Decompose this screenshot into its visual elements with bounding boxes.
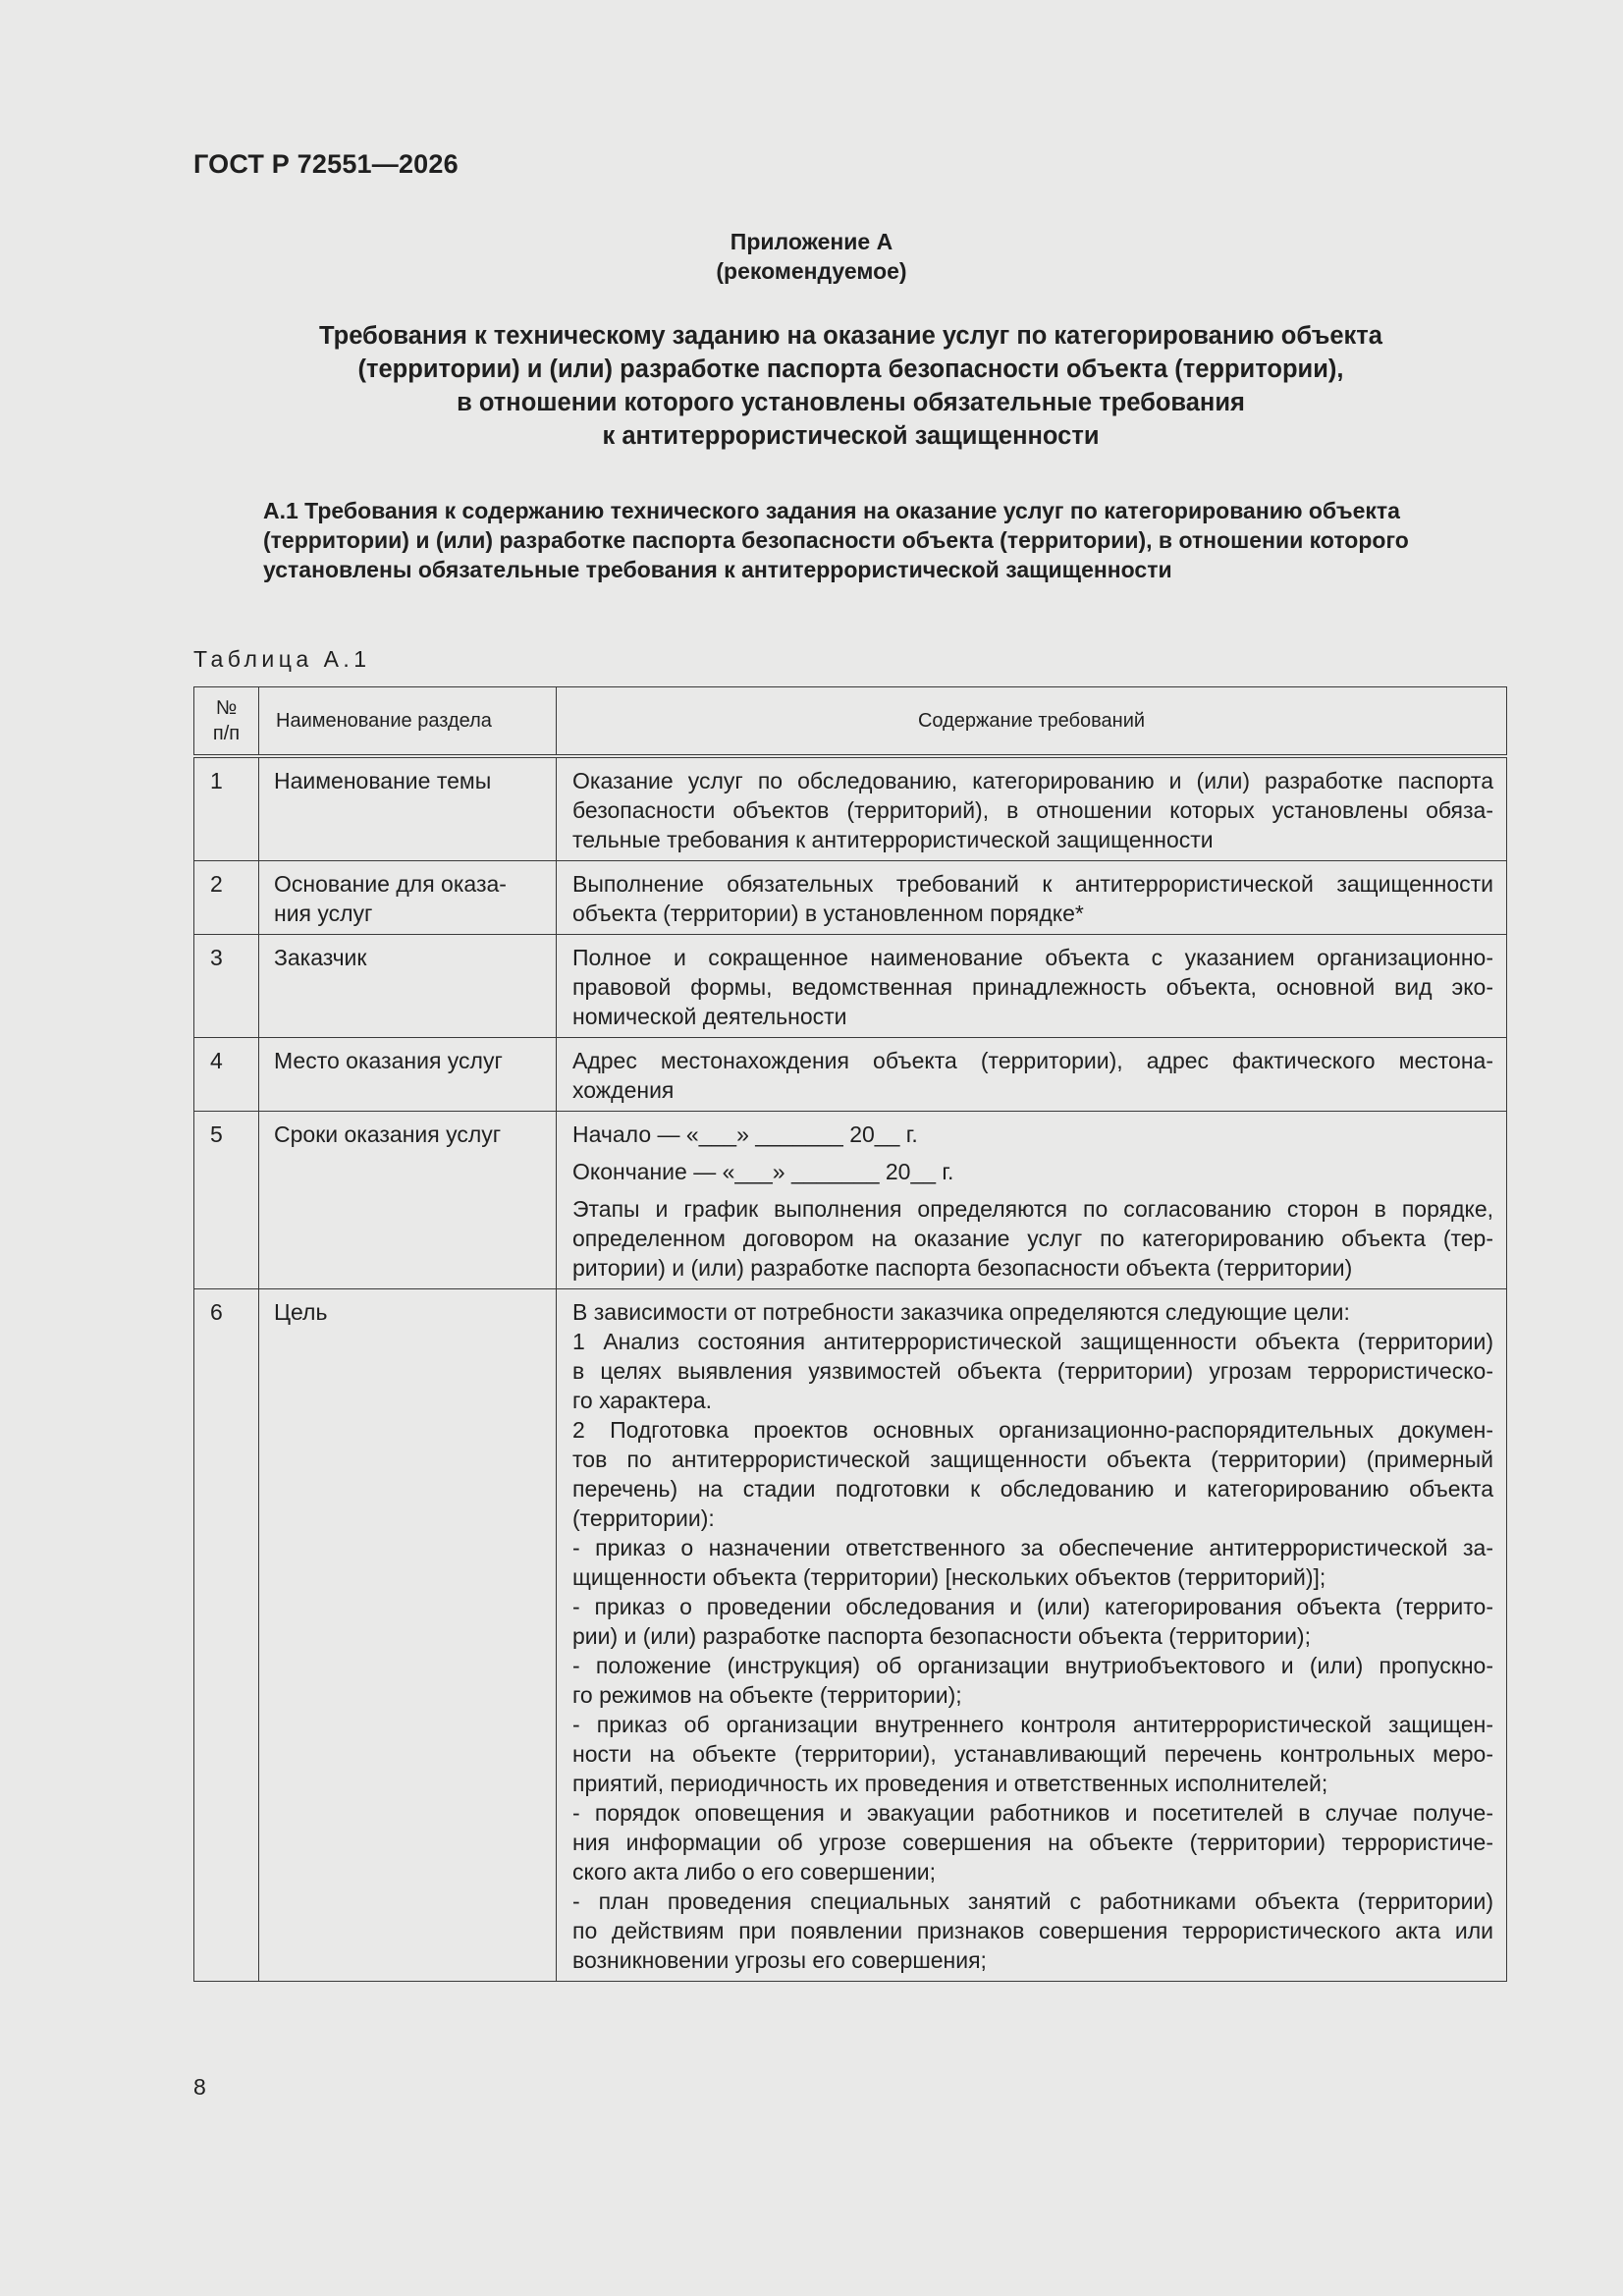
- title-line: к антитеррористической защищенности: [602, 422, 1100, 450]
- requirement-line: перечень) на стадии подготовки к обследованию и категорированию объекта: [572, 1476, 1493, 1502]
- requirement-line: 1 Анализ состояния антитеррористической защищенности объекта (территории): [572, 1329, 1493, 1354]
- requirement-line: объекта (территории) в установленном порядке*: [572, 901, 1084, 926]
- requirement-line: номической деятельности: [572, 1004, 847, 1029]
- requirement-line: Полное и сокращенное наименование объекта с указанием организационно-: [572, 945, 1493, 970]
- row-number: 6: [194, 1289, 259, 1982]
- requirement-line: определенном договором на оказание услуг по категорированию объекта (тер-: [572, 1226, 1493, 1251]
- table-row: [194, 756, 1507, 861]
- row-requirements: [557, 1038, 1507, 1112]
- row-section-name: [259, 935, 557, 1038]
- row-number: 5: [194, 1112, 259, 1289]
- requirement-line: Оказание услуг по обследованию, категорированию и (или) разработке паспорта: [572, 768, 1493, 793]
- requirement-line: хождения: [572, 1077, 675, 1103]
- page-number: 8: [193, 2074, 206, 2100]
- requirement-line: В зависимости от потребности заказчика определяются следующие цели:: [572, 1299, 1350, 1325]
- section-name-line: Заказчик: [274, 945, 367, 970]
- document-code: ГОСТ Р 72551—2026: [193, 149, 459, 179]
- appendix-title: [226, 319, 1476, 453]
- table-row: [194, 1112, 1507, 1289]
- requirement-line: тов по антитеррористической защищенности объекта (территории) (примерный: [572, 1447, 1493, 1472]
- table-body: [194, 756, 1507, 1982]
- requirement-line: ритории) и (или) разработке паспорта безопасности объекта (территории): [572, 1255, 1353, 1281]
- row-section-name: [259, 756, 557, 861]
- requirement-line: ского акта либо о его совершении;: [572, 1859, 937, 1885]
- section-name-line: Основание для оказа-: [274, 871, 507, 897]
- requirement-line: ния информации об угрозе совершения на объекте (территории) террористиче-: [572, 1830, 1493, 1855]
- appendix-status: (рекомендуемое): [716, 258, 907, 284]
- requirement-line: щищенности объекта (территории) [нескольких объектов (территорий)];: [572, 1564, 1326, 1590]
- section-name-line: Сроки оказания услуг: [274, 1121, 502, 1147]
- requirement-line: Этапы и график выполнения определяются по согласованию сторон в порядке,: [572, 1196, 1493, 1222]
- requirement-line: ности на объекте (территории), устанавливающий перечень контрольных меро-: [572, 1741, 1493, 1767]
- table-row: [194, 861, 1507, 935]
- requirement-line: тельные требования к антитеррористической защищенности: [572, 827, 1214, 852]
- requirement-line: по действиям при появлении признаков совершения террористического акта или: [572, 1918, 1493, 1943]
- requirement-line: 2 Подготовка проектов основных организационно-распорядительных докумен-: [572, 1417, 1493, 1443]
- title-line: (территории) и (или) разработке паспорта безопасности объекта (территории),: [357, 355, 1344, 383]
- row-section-name: [259, 1038, 557, 1112]
- requirement-line: правовой формы, ведомственная принадлежность объекта, основной вид эко-: [572, 974, 1493, 1000]
- section-name-line: Наименование темы: [274, 768, 492, 793]
- requirement-line: Выполнение обязательных требований к антитеррористической защищенности: [572, 871, 1493, 897]
- table-row: [194, 1289, 1507, 1982]
- header-num: [194, 687, 259, 757]
- requirement-line: (территории):: [572, 1505, 715, 1531]
- table-caption: Таблица А.1: [193, 646, 371, 672]
- requirement-line: Адрес местонахождения объекта (территории), адрес фактического местона-: [572, 1048, 1493, 1073]
- appendix-label: Приложение А: [730, 229, 893, 254]
- requirement-line: рии) и (или) разработке паспорта безопасности объекта (территории);: [572, 1623, 1311, 1649]
- table-row: [194, 935, 1507, 1038]
- title-line: Требования к техническому заданию на оказание услуг по категорированию объекта: [319, 322, 1382, 350]
- requirement-line: - план проведения специальных занятий с работниками объекта (территории): [572, 1888, 1493, 1914]
- section-name-line: ния услуг: [274, 901, 373, 926]
- section-name-line: Место оказания услуг: [274, 1048, 503, 1073]
- section-line: установлены обязательные требования к антитеррористической защищенности: [263, 557, 1172, 582]
- requirement-line: - приказ о назначении ответственного за обеспечение антитеррористической за-: [572, 1535, 1493, 1560]
- title-line: в отношении которого установлены обязательные требования: [457, 389, 1245, 416]
- header-section-name: Наименование раздела: [259, 687, 557, 757]
- requirement-line: го характера.: [572, 1388, 713, 1413]
- row-section-name: [259, 1112, 557, 1289]
- section-line: (территории) и (или) разработке паспорта безопасности объекта (территории), в отношении которого: [263, 527, 1409, 553]
- start-date-line: Начало — «___» _______ 20__ г.: [572, 1121, 918, 1147]
- row-requirements: [557, 861, 1507, 935]
- requirement-line: - приказ об организации внутреннего контроля антитеррористической защищен-: [572, 1712, 1493, 1737]
- row-requirements: [557, 1112, 1507, 1289]
- header-num-line: п/п: [212, 723, 241, 744]
- row-requirements: [557, 756, 1507, 861]
- section-name-line: Цель: [274, 1299, 328, 1325]
- requirement-line: - приказ о проведении обследования и (или) категорирования объекта (террито-: [572, 1594, 1493, 1619]
- requirement-line: го режимов на объекте (территории);: [572, 1682, 962, 1708]
- requirement-line: - порядок оповещения и эвакуации работников и посетителей в случае получе-: [572, 1800, 1493, 1826]
- requirement-line: приятий, периодичность их проведения и ответственных исполнителей;: [572, 1771, 1328, 1796]
- row-number: 4: [194, 1038, 259, 1112]
- row-number: 3: [194, 935, 259, 1038]
- row-number: 1: [194, 756, 259, 861]
- requirement-line: в целях выявления уязвимостей объекта (территории) угрозам террористическо-: [572, 1358, 1493, 1384]
- row-requirements: [557, 935, 1507, 1038]
- requirement-line: безопасности объектов (территорий), в отношении которых установлены обяза-: [572, 797, 1493, 823]
- row-section-name: [259, 861, 557, 935]
- requirement-line: возникновении угрозы его совершения;: [572, 1947, 987, 1973]
- row-requirements: [557, 1289, 1507, 1982]
- row-section-name: [259, 1289, 557, 1982]
- table-row: [194, 1038, 1507, 1112]
- header-num-line: №: [215, 697, 238, 719]
- section-heading: [263, 496, 1520, 584]
- table-header-row: [194, 687, 1507, 757]
- requirements-table: [193, 686, 1507, 1982]
- section-line: А.1 Требования к содержанию технического задания на оказание услуг по категорированию объекта: [263, 498, 1400, 523]
- requirement-line: - положение (инструкция) об организации внутриобъектового и (или) пропускно-: [572, 1653, 1493, 1678]
- end-date-line: Окончание — «___» _______ 20__ г.: [572, 1159, 954, 1184]
- row-number: 2: [194, 861, 259, 935]
- header-content: Содержание требований: [557, 687, 1507, 757]
